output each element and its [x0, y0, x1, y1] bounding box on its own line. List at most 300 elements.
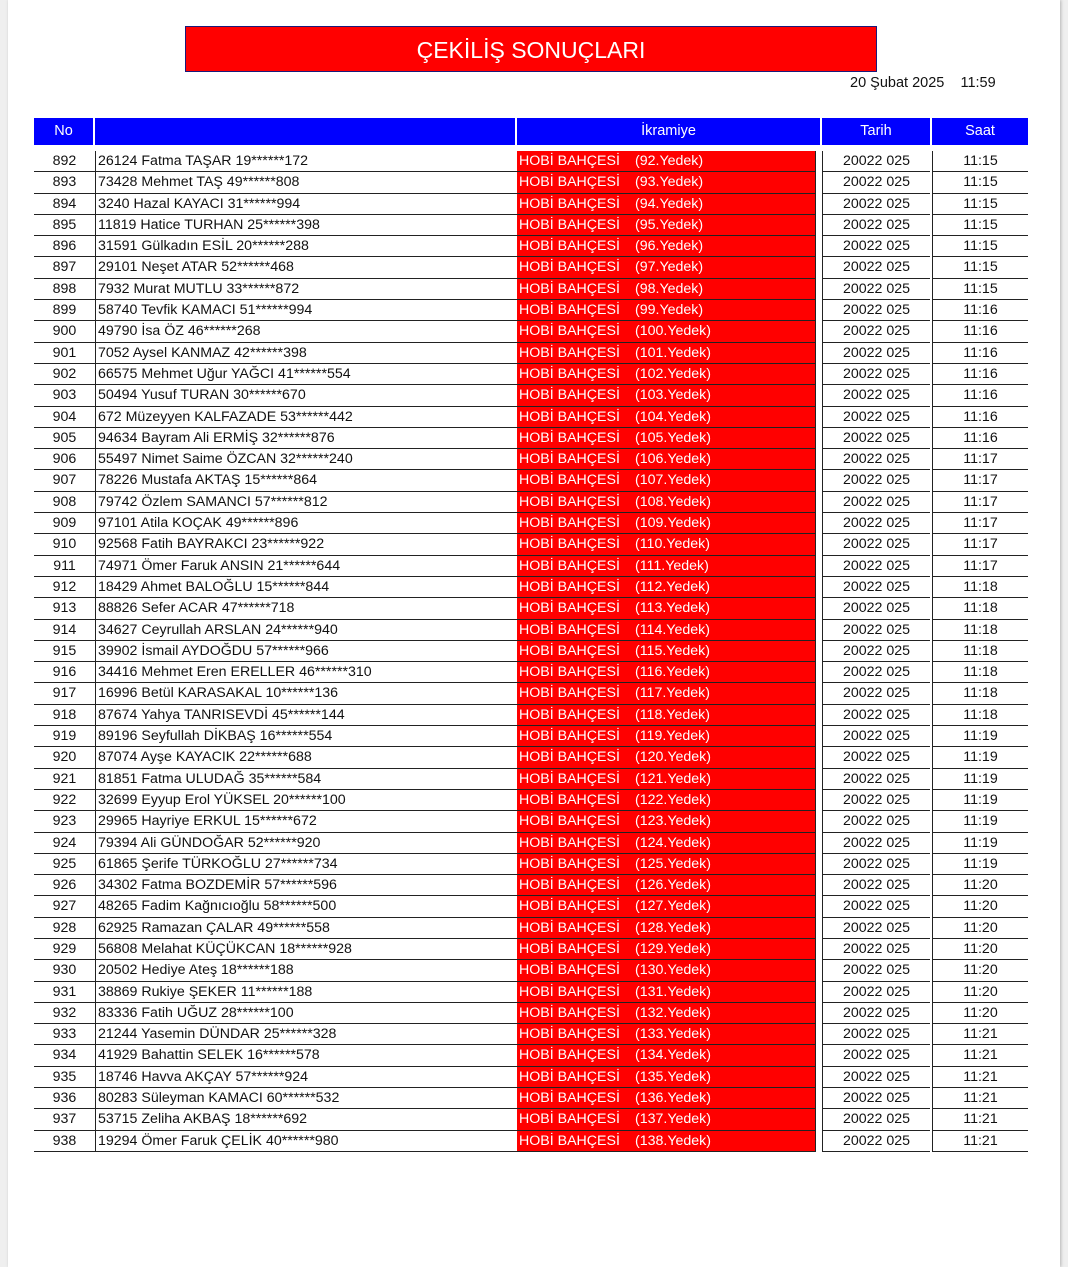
row-name: 78226 Mustafa AKTAŞ 15******864 — [95, 470, 547, 491]
print-date-time — [850, 75, 996, 91]
prize-label: HOBİ BAHÇESİ — [519, 578, 620, 595]
row-time: 11:18 — [932, 683, 1028, 704]
row-time: 11:20 — [932, 896, 1028, 917]
table-row — [34, 151, 1028, 172]
row-time: 11:15 — [932, 172, 1028, 193]
prize-reserve: (115.Yedek) — [635, 642, 710, 659]
print-time: 11:59 — [960, 75, 996, 91]
prize-label: HOBİ BAHÇESİ — [519, 259, 620, 276]
row-name: 88826 Sefer ACAR 47******718 — [95, 598, 547, 619]
table-row — [34, 1131, 1028, 1152]
row-time: 11:19 — [932, 790, 1028, 811]
row-prize — [517, 982, 816, 1003]
row-time: 11:16 — [932, 428, 1028, 449]
row-time: 11:21 — [932, 1088, 1028, 1109]
row-date: 20022 025 — [822, 726, 930, 747]
row-prize — [517, 194, 816, 215]
prize-label: HOBİ BAHÇESİ — [519, 940, 620, 957]
row-prize — [517, 407, 816, 428]
row-time: 11:19 — [932, 833, 1028, 854]
row-name: 34416 Mehmet Eren ERELLER 46******310 — [95, 662, 547, 683]
table-row — [34, 215, 1028, 236]
row-date: 20022 025 — [822, 811, 930, 832]
table-row — [34, 407, 1028, 428]
row-name: 79394 Ali GÜNDOĞAR 52******920 — [95, 833, 547, 854]
table-row — [34, 364, 1028, 385]
row-name: 32699 Eyyup Erol YÜKSEL 20******100 — [95, 790, 547, 811]
row-date: 20022 025 — [822, 1109, 930, 1130]
col-prize: İkramiye — [517, 118, 822, 145]
row-name: 39902 İsmail AYDOĞDU 57******966 — [95, 641, 547, 662]
prize-reserve: (93.Yedek) — [635, 174, 704, 191]
row-no: 922 — [34, 790, 95, 811]
table-row — [34, 492, 1028, 513]
row-time: 11:17 — [932, 470, 1028, 491]
prize-reserve: (106.Yedek) — [635, 451, 711, 468]
row-prize — [517, 321, 816, 342]
prize-label: HOBİ BAHÇESİ — [519, 153, 620, 169]
row-no: 895 — [34, 215, 95, 236]
prize-label: HOBİ BAHÇESİ — [519, 749, 620, 766]
table-row — [34, 300, 1028, 321]
table-row — [34, 1003, 1028, 1024]
table-row — [34, 556, 1028, 577]
prize-reserve: (119.Yedek) — [635, 728, 710, 745]
row-prize — [517, 683, 816, 704]
prize-label: HOBİ BAHÇESİ — [519, 344, 620, 361]
row-date: 20022 025 — [822, 428, 930, 449]
row-prize — [517, 1003, 816, 1024]
table-row — [34, 875, 1028, 896]
prize-label: HOBİ BAHÇESİ — [519, 323, 620, 340]
row-name: 7052 Aysel KANMAZ 42******398 — [95, 343, 547, 364]
row-prize — [517, 598, 816, 619]
prize-label: HOBİ BAHÇESİ — [519, 834, 620, 851]
table-row — [34, 1088, 1028, 1109]
prize-label: HOBİ BAHÇESİ — [519, 1090, 620, 1107]
row-no: 908 — [34, 492, 95, 513]
row-date: 20022 025 — [822, 960, 930, 981]
row-name: 31591 Gülkadın ESİL 20******288 — [95, 236, 547, 257]
prize-reserve: (92.Yedek) — [635, 153, 704, 169]
prize-reserve: (96.Yedek) — [635, 238, 704, 255]
row-prize — [517, 385, 816, 406]
row-no: 893 — [34, 172, 95, 193]
prize-reserve: (107.Yedek) — [635, 472, 711, 489]
row-date: 20022 025 — [822, 918, 930, 939]
row-name: 73428 Mehmet TAŞ 49******808 — [95, 172, 547, 193]
row-date: 20022 025 — [822, 556, 930, 577]
row-name: 11819 Hatice TURHAN 25******398 — [95, 215, 547, 236]
prize-label: HOBİ BAHÇESİ — [519, 493, 620, 510]
table-row — [34, 1109, 1028, 1130]
table-row — [34, 939, 1028, 960]
row-no: 903 — [34, 385, 95, 406]
row-time: 11:21 — [932, 1045, 1028, 1066]
row-prize — [517, 534, 816, 555]
row-prize — [517, 1131, 816, 1152]
row-time: 11:21 — [932, 1067, 1028, 1088]
row-name: 92568 Fatih BAYRAKCI 23******922 — [95, 534, 547, 555]
row-time: 11:16 — [932, 407, 1028, 428]
table-row — [34, 833, 1028, 854]
row-date: 20022 025 — [822, 769, 930, 790]
row-name: 61865 Şerife TÜRKOĞLU 27******734 — [95, 854, 547, 875]
row-time: 11:16 — [932, 300, 1028, 321]
row-time: 11:17 — [932, 492, 1028, 513]
row-time: 11:17 — [932, 556, 1028, 577]
table-row — [34, 321, 1028, 342]
results-table — [34, 151, 1028, 1152]
row-date: 20022 025 — [822, 982, 930, 1003]
row-no: 915 — [34, 641, 95, 662]
prize-label: HOBİ BAHÇESİ — [519, 472, 620, 489]
row-prize — [517, 662, 816, 683]
print-date: 20 Şubat 2025 — [850, 75, 945, 91]
table-row — [34, 194, 1028, 215]
prize-label: HOBİ BAHÇESİ — [519, 1026, 620, 1043]
row-time: 11:15 — [932, 151, 1028, 172]
row-name: 83336 Fatih UĞUZ 28******100 — [95, 1003, 547, 1024]
row-prize — [517, 939, 816, 960]
row-no: 913 — [34, 598, 95, 619]
row-no: 911 — [34, 556, 95, 577]
row-date: 20022 025 — [822, 790, 930, 811]
prize-reserve: (98.Yedek) — [635, 280, 704, 297]
table-row — [34, 428, 1028, 449]
row-no: 928 — [34, 918, 95, 939]
row-prize — [517, 790, 816, 811]
row-prize — [517, 364, 816, 385]
page-title: ÇEKİLİŞ SONUÇLARI — [185, 26, 877, 72]
table-row — [34, 343, 1028, 364]
prize-reserve: (138.Yedek) — [635, 1132, 711, 1149]
row-prize — [517, 705, 816, 726]
row-no: 909 — [34, 513, 95, 534]
row-prize — [517, 577, 816, 598]
row-date: 20022 025 — [822, 641, 930, 662]
table-row — [34, 513, 1028, 534]
row-prize — [517, 492, 816, 513]
table-row — [34, 1024, 1028, 1045]
row-no: 902 — [34, 364, 95, 385]
table-row — [34, 257, 1028, 278]
row-time: 11:20 — [932, 939, 1028, 960]
row-date: 20022 025 — [822, 705, 930, 726]
table-row — [34, 662, 1028, 683]
prize-reserve: (111.Yedek) — [635, 557, 709, 574]
row-no: 920 — [34, 747, 95, 768]
row-no: 900 — [34, 321, 95, 342]
row-date: 20022 025 — [822, 385, 930, 406]
row-no: 892 — [34, 151, 95, 172]
table-row — [34, 534, 1028, 555]
prize-reserve: (125.Yedek) — [635, 855, 711, 872]
table-row — [34, 790, 1028, 811]
row-no: 906 — [34, 449, 95, 470]
row-time: 11:21 — [932, 1109, 1028, 1130]
row-no: 901 — [34, 343, 95, 364]
prize-reserve: (137.Yedek) — [635, 1111, 711, 1128]
row-no: 934 — [34, 1045, 95, 1066]
row-date: 20022 025 — [822, 236, 930, 257]
row-prize — [517, 428, 816, 449]
table-row — [34, 385, 1028, 406]
prize-reserve: (110.Yedek) — [635, 536, 710, 553]
row-date: 20022 025 — [822, 172, 930, 193]
row-prize — [517, 811, 816, 832]
row-no: 897 — [34, 257, 95, 278]
prize-reserve: (109.Yedek) — [635, 515, 711, 532]
row-prize — [517, 833, 816, 854]
row-name: 79742 Özlem SAMANCI 57******812 — [95, 492, 547, 513]
row-name: 55497 Nimet Saime ÖZCAN 32******240 — [95, 449, 547, 470]
row-no: 914 — [34, 620, 95, 641]
row-date: 20022 025 — [822, 407, 930, 428]
prize-label: HOBİ BAHÇESİ — [519, 365, 620, 382]
table-row — [34, 769, 1028, 790]
row-no: 896 — [34, 236, 95, 257]
prize-label: HOBİ BAHÇESİ — [519, 557, 620, 574]
row-time: 11:17 — [932, 534, 1028, 555]
prize-label: HOBİ BAHÇESİ — [519, 919, 620, 936]
row-time: 11:15 — [932, 215, 1028, 236]
row-no: 936 — [34, 1088, 95, 1109]
prize-label: HOBİ BAHÇESİ — [519, 216, 620, 233]
row-prize — [517, 556, 816, 577]
row-date: 20022 025 — [822, 215, 930, 236]
table-row — [34, 747, 1028, 768]
prize-reserve: (130.Yedek) — [635, 962, 711, 979]
row-time: 11:20 — [932, 918, 1028, 939]
row-no: 924 — [34, 833, 95, 854]
row-prize — [517, 257, 816, 278]
prize-reserve: (94.Yedek) — [635, 195, 704, 212]
table-row — [34, 1045, 1028, 1066]
row-name: 80283 Süleyman KAMACI 60******532 — [95, 1088, 547, 1109]
row-name: 87674 Yahya TANRISEVDİ 45******144 — [95, 705, 547, 726]
prize-label: HOBİ BAHÇESİ — [519, 1004, 620, 1021]
row-time: 11:15 — [932, 236, 1028, 257]
row-date: 20022 025 — [822, 939, 930, 960]
row-date: 20022 025 — [822, 1045, 930, 1066]
table-row — [34, 620, 1028, 641]
row-prize — [517, 172, 816, 193]
row-date: 20022 025 — [822, 620, 930, 641]
row-date: 20022 025 — [822, 1131, 930, 1152]
prize-label: HOBİ BAHÇESİ — [519, 195, 620, 212]
row-prize — [517, 918, 816, 939]
row-prize — [517, 769, 816, 790]
row-no: 932 — [34, 1003, 95, 1024]
row-prize — [517, 1024, 816, 1045]
row-date: 20022 025 — [822, 854, 930, 875]
row-date: 20022 025 — [822, 1003, 930, 1024]
row-time: 11:20 — [932, 1003, 1028, 1024]
prize-reserve: (121.Yedek) — [635, 770, 711, 787]
prize-reserve: (134.Yedek) — [635, 1047, 711, 1064]
row-name: 53715 Zeliha AKBAŞ 18******692 — [95, 1109, 547, 1130]
prize-reserve: (97.Yedek) — [635, 259, 704, 276]
row-name: 3240 Hazal KAYACI 31******994 — [95, 194, 547, 215]
row-prize — [517, 875, 816, 896]
prize-reserve: (126.Yedek) — [635, 877, 711, 894]
row-prize — [517, 513, 816, 534]
prize-label: HOBİ BAHÇESİ — [519, 408, 620, 425]
row-time: 11:18 — [932, 620, 1028, 641]
row-prize — [517, 620, 816, 641]
table-row — [34, 641, 1028, 662]
row-date: 20022 025 — [822, 343, 930, 364]
prize-label: HOBİ BAHÇESİ — [519, 770, 620, 787]
row-no: 929 — [34, 939, 95, 960]
table-row — [34, 982, 1028, 1003]
row-prize — [517, 1109, 816, 1130]
prize-reserve: (105.Yedek) — [635, 429, 711, 446]
row-time: 11:21 — [932, 1131, 1028, 1152]
row-time: 11:18 — [932, 662, 1028, 683]
row-prize — [517, 470, 816, 491]
prize-reserve: (128.Yedek) — [635, 919, 711, 936]
prize-reserve: (104.Yedek) — [635, 408, 711, 425]
prize-reserve: (123.Yedek) — [635, 813, 711, 830]
row-name: 50494 Yusuf TURAN 30******670 — [95, 385, 547, 406]
prize-label: HOBİ BAHÇESİ — [519, 451, 620, 468]
table-row — [34, 577, 1028, 598]
row-time: 11:19 — [932, 726, 1028, 747]
row-date: 20022 025 — [822, 279, 930, 300]
row-prize — [517, 1045, 816, 1066]
table-row — [34, 449, 1028, 470]
row-name: 19294 Ömer Faruk ÇELİK 40******980 — [95, 1131, 547, 1152]
prize-label: HOBİ BAHÇESİ — [519, 174, 620, 191]
row-name: 97101 Atila KOÇAK 49******896 — [95, 513, 547, 534]
table-row — [34, 1067, 1028, 1088]
prize-label: HOBİ BAHÇESİ — [519, 1132, 620, 1149]
prize-reserve: (127.Yedek) — [635, 898, 711, 915]
row-no: 925 — [34, 854, 95, 875]
table-row — [34, 726, 1028, 747]
row-name: 62925 Ramazan ÇALAR 49******558 — [95, 918, 547, 939]
prize-label: HOBİ BAHÇESİ — [519, 621, 620, 638]
row-no: 907 — [34, 470, 95, 491]
row-name: 38869 Rukiye ŞEKER 11******188 — [95, 982, 547, 1003]
row-name: 56808 Melahat KÜÇÜKCAN 18******928 — [95, 939, 547, 960]
prize-reserve: (112.Yedek) — [635, 578, 710, 595]
row-prize — [517, 279, 816, 300]
row-date: 20022 025 — [822, 151, 930, 172]
row-no: 927 — [34, 896, 95, 917]
row-name: 34627 Ceyrullah ARSLAN 24******940 — [95, 620, 547, 641]
row-prize — [517, 215, 816, 236]
prize-reserve: (113.Yedek) — [635, 600, 710, 617]
row-time: 11:18 — [932, 641, 1028, 662]
row-time: 11:17 — [932, 513, 1028, 534]
prize-label: HOBİ BAHÇESİ — [519, 898, 620, 915]
row-time: 11:15 — [932, 279, 1028, 300]
table-row — [34, 279, 1028, 300]
row-name: 94634 Bayram Ali ERMİŞ 32******876 — [95, 428, 547, 449]
row-name: 48265 Fadim Kağnıcıoğlu 58******500 — [95, 896, 547, 917]
row-name: 49790 İsa ÖZ 46******268 — [95, 321, 547, 342]
prize-label: HOBİ BAHÇESİ — [519, 238, 620, 255]
row-time: 11:16 — [932, 321, 1028, 342]
prize-reserve: (135.Yedek) — [635, 1068, 711, 1085]
prize-reserve: (120.Yedek) — [635, 749, 711, 766]
prize-label: HOBİ BAHÇESİ — [519, 515, 620, 532]
row-date: 20022 025 — [822, 492, 930, 513]
table-row — [34, 236, 1028, 257]
row-no: 905 — [34, 428, 95, 449]
prize-reserve: (102.Yedek) — [635, 365, 711, 382]
row-no: 904 — [34, 407, 95, 428]
row-name: 66575 Mehmet Uğur YAĞCI 41******554 — [95, 364, 547, 385]
prize-label: HOBİ BAHÇESİ — [519, 1047, 620, 1064]
row-name: 21244 Yasemin DÜNDAR 25******328 — [95, 1024, 547, 1045]
row-time: 11:19 — [932, 769, 1028, 790]
table-row — [34, 960, 1028, 981]
col-date: Tarih — [822, 118, 932, 145]
table-row — [34, 172, 1028, 193]
prize-label: HOBİ BAHÇESİ — [519, 1111, 620, 1128]
row-name: 74971 Ömer Faruk ANSIN 21******644 — [95, 556, 547, 577]
row-name: 29101 Neşet ATAR 52******468 — [95, 257, 547, 278]
row-name: 20502 Hediye Ateş 18******188 — [95, 960, 547, 981]
prize-reserve: (124.Yedek) — [635, 834, 711, 851]
row-prize — [517, 449, 816, 470]
table-row — [34, 470, 1028, 491]
prize-label: HOBİ BAHÇESİ — [519, 685, 620, 702]
row-no: 899 — [34, 300, 95, 321]
row-date: 20022 025 — [822, 534, 930, 555]
prize-reserve: (133.Yedek) — [635, 1026, 711, 1043]
row-time: 11:16 — [932, 364, 1028, 385]
row-date: 20022 025 — [822, 1067, 930, 1088]
row-no: 931 — [34, 982, 95, 1003]
row-date: 20022 025 — [822, 875, 930, 896]
row-time: 11:15 — [932, 257, 1028, 278]
prize-reserve: (100.Yedek) — [635, 323, 711, 340]
row-no: 923 — [34, 811, 95, 832]
prize-label: HOBİ BAHÇESİ — [519, 664, 620, 681]
row-time: 11:19 — [932, 811, 1028, 832]
row-no: 910 — [34, 534, 95, 555]
row-time: 11:19 — [932, 854, 1028, 875]
row-date: 20022 025 — [822, 747, 930, 768]
row-name: 87074 Ayşe KAYACIK 22******688 — [95, 747, 547, 768]
row-time: 11:20 — [932, 960, 1028, 981]
prize-reserve: (118.Yedek) — [635, 706, 710, 723]
row-prize — [517, 726, 816, 747]
row-no: 918 — [34, 705, 95, 726]
row-name: 58740 Tevfik KAMACI 51******994 — [95, 300, 547, 321]
row-date: 20022 025 — [822, 896, 930, 917]
row-no: 935 — [34, 1067, 95, 1088]
table-row — [34, 598, 1028, 619]
row-no: 930 — [34, 960, 95, 981]
prize-reserve: (116.Yedek) — [635, 664, 710, 681]
row-prize — [517, 747, 816, 768]
row-prize — [517, 854, 816, 875]
row-name: 16996 Betül KARASAKAL 10******136 — [95, 683, 547, 704]
prize-reserve: (103.Yedek) — [635, 387, 711, 404]
row-prize — [517, 343, 816, 364]
row-prize — [517, 151, 816, 172]
prize-reserve: (108.Yedek) — [635, 493, 711, 510]
row-no: 916 — [34, 662, 95, 683]
row-name: 26124 Fatma TAŞAR 19******172 — [95, 151, 547, 172]
row-time: 11:18 — [932, 577, 1028, 598]
